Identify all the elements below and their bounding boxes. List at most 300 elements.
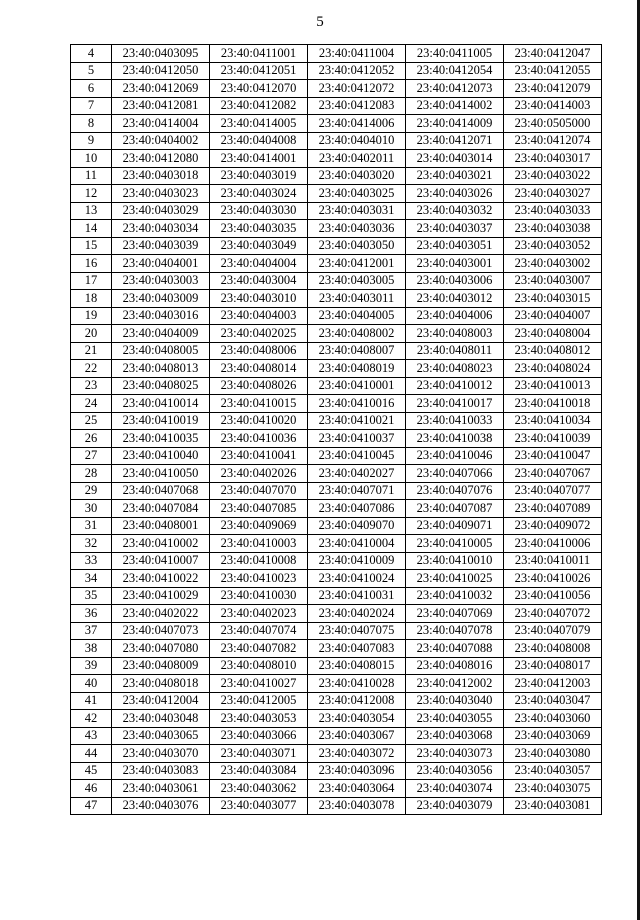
row-number: 37 bbox=[71, 622, 112, 640]
row-number: 31 bbox=[71, 517, 112, 535]
table-row bbox=[71, 45, 602, 63]
row-number: 28 bbox=[71, 465, 112, 483]
cadastral-number-cell: 23:40:0410007 bbox=[112, 552, 210, 570]
cadastral-number-cell: 23:40:0408012 bbox=[504, 342, 602, 360]
cadastral-number-cell: 23:40:0403012 bbox=[406, 290, 504, 308]
cadastral-number-cell: 23:40:0407089 bbox=[504, 500, 602, 518]
cadastral-number-cell: 23:40:0412004 bbox=[112, 692, 210, 710]
cadastral-number-cell: 23:40:0407076 bbox=[406, 482, 504, 500]
table-row bbox=[71, 272, 602, 290]
table-row bbox=[71, 115, 602, 133]
table-row bbox=[71, 587, 602, 605]
cadastral-number-cell: 23:40:0410010 bbox=[406, 552, 504, 570]
cadastral-number-cell: 23:40:0412052 bbox=[308, 62, 406, 80]
cadastral-number-cell: 23:40:0408010 bbox=[210, 657, 308, 675]
cadastral-number-cell: 23:40:0412008 bbox=[308, 692, 406, 710]
cadastral-number-cell: 23:40:0403023 bbox=[112, 185, 210, 203]
table-row bbox=[71, 797, 602, 815]
cadastral-number-cell: 23:40:0412082 bbox=[210, 97, 308, 115]
cadastral-number-cell: 23:40:0403040 bbox=[406, 692, 504, 710]
cadastral-number-cell: 23:40:0410030 bbox=[210, 587, 308, 605]
cadastral-number-cell: 23:40:0403067 bbox=[308, 727, 406, 745]
cadastral-number-cell: 23:40:0408017 bbox=[504, 657, 602, 675]
cadastral-number-cell: 23:40:0402027 bbox=[308, 465, 406, 483]
cadastral-number-cell: 23:40:0403049 bbox=[210, 237, 308, 255]
cadastral-number-cell: 23:40:0407074 bbox=[210, 622, 308, 640]
row-number: 10 bbox=[71, 150, 112, 168]
cadastral-number-cell: 23:40:0403018 bbox=[112, 167, 210, 185]
cadastral-number-cell: 23:40:0403065 bbox=[112, 727, 210, 745]
cadastral-number-cell: 23:40:0410019 bbox=[112, 412, 210, 430]
table-row bbox=[71, 360, 602, 378]
cadastral-number-cell: 23:40:0408004 bbox=[504, 325, 602, 343]
cadastral-number-cell: 23:40:0505000 bbox=[504, 115, 602, 133]
cadastral-number-cell: 23:40:0403061 bbox=[112, 780, 210, 798]
row-number: 44 bbox=[71, 745, 112, 763]
cadastral-number-cell: 23:40:0410033 bbox=[406, 412, 504, 430]
cadastral-table-container bbox=[70, 44, 599, 815]
row-number: 4 bbox=[71, 45, 112, 63]
cadastral-number-cell: 23:40:0410014 bbox=[112, 395, 210, 413]
cadastral-number-cell: 23:40:0403032 bbox=[406, 202, 504, 220]
cadastral-number-cell: 23:40:0410013 bbox=[504, 377, 602, 395]
cadastral-number-cell: 23:40:0410050 bbox=[112, 465, 210, 483]
cadastral-number-cell: 23:40:0403080 bbox=[504, 745, 602, 763]
table-row bbox=[71, 657, 602, 675]
cadastral-number-cell: 23:40:0403053 bbox=[210, 710, 308, 728]
cadastral-number-cell: 23:40:0403037 bbox=[406, 220, 504, 238]
cadastral-number-cell: 23:40:0403016 bbox=[112, 307, 210, 325]
table-row bbox=[71, 132, 602, 150]
cadastral-number-cell: 23:40:0403010 bbox=[210, 290, 308, 308]
cadastral-number-cell: 23:40:0403004 bbox=[210, 272, 308, 290]
cadastral-number-cell: 23:40:0403005 bbox=[308, 272, 406, 290]
table-row bbox=[71, 675, 602, 693]
row-number: 34 bbox=[71, 570, 112, 588]
cadastral-number-cell: 23:40:0402026 bbox=[210, 465, 308, 483]
cadastral-number-cell: 23:40:0404007 bbox=[504, 307, 602, 325]
cadastral-number-cell: 23:40:0411004 bbox=[308, 45, 406, 63]
row-number: 40 bbox=[71, 675, 112, 693]
row-number: 7 bbox=[71, 97, 112, 115]
cadastral-number-cell: 23:40:0409069 bbox=[210, 517, 308, 535]
cadastral-number-cell: 23:40:0403051 bbox=[406, 237, 504, 255]
cadastral-number-cell: 23:40:0410017 bbox=[406, 395, 504, 413]
row-number: 25 bbox=[71, 412, 112, 430]
cadastral-number-cell: 23:40:0411005 bbox=[406, 45, 504, 63]
cadastral-number-cell: 23:40:0403034 bbox=[112, 220, 210, 238]
cadastral-number-cell: 23:40:0408014 bbox=[210, 360, 308, 378]
cadastral-number-cell: 23:40:0404001 bbox=[112, 255, 210, 273]
cadastral-number-cell: 23:40:0403096 bbox=[308, 762, 406, 780]
cadastral-number-cell: 23:40:0408013 bbox=[112, 360, 210, 378]
table-row bbox=[71, 517, 602, 535]
cadastral-number-cell: 23:40:0410003 bbox=[210, 535, 308, 553]
cadastral-number-cell: 23:40:0403055 bbox=[406, 710, 504, 728]
cadastral-number-cell: 23:40:0408001 bbox=[112, 517, 210, 535]
cadastral-number-cell: 23:40:0408024 bbox=[504, 360, 602, 378]
cadastral-number-cell: 23:40:0412054 bbox=[406, 62, 504, 80]
cadastral-number-cell: 23:40:0402011 bbox=[308, 150, 406, 168]
table-row bbox=[71, 500, 602, 518]
cadastral-number-cell: 23:40:0403038 bbox=[504, 220, 602, 238]
cadastral-number-cell: 23:40:0410056 bbox=[504, 587, 602, 605]
row-number: 15 bbox=[71, 237, 112, 255]
cadastral-number-cell: 23:40:0407075 bbox=[308, 622, 406, 640]
row-number: 23 bbox=[71, 377, 112, 395]
cadastral-number-cell: 23:40:0404002 bbox=[112, 132, 210, 150]
cadastral-number-cell: 23:40:0403020 bbox=[308, 167, 406, 185]
cadastral-number-cell: 23:40:0403066 bbox=[210, 727, 308, 745]
cadastral-number-cell: 23:40:0408019 bbox=[308, 360, 406, 378]
cadastral-number-cell: 23:40:0409070 bbox=[308, 517, 406, 535]
cadastral-number-cell: 23:40:0410009 bbox=[308, 552, 406, 570]
cadastral-number-cell: 23:40:0403035 bbox=[210, 220, 308, 238]
cadastral-number-cell: 23:40:0407072 bbox=[504, 605, 602, 623]
row-number: 41 bbox=[71, 692, 112, 710]
cadastral-number-cell: 23:40:0408007 bbox=[308, 342, 406, 360]
cadastral-number-cell: 23:40:0412073 bbox=[406, 80, 504, 98]
cadastral-number-cell: 23:40:0403078 bbox=[308, 797, 406, 815]
cadastral-number-cell: 23:40:0407069 bbox=[406, 605, 504, 623]
cadastral-number-cell: 23:40:0410041 bbox=[210, 447, 308, 465]
cadastral-number-cell: 23:40:0403021 bbox=[406, 167, 504, 185]
cadastral-number-cell: 23:40:0408011 bbox=[406, 342, 504, 360]
cadastral-number-cell: 23:40:0408002 bbox=[308, 325, 406, 343]
row-number: 36 bbox=[71, 605, 112, 623]
cadastral-number-cell: 23:40:0407073 bbox=[112, 622, 210, 640]
cadastral-number-cell: 23:40:0410039 bbox=[504, 430, 602, 448]
cadastral-number-cell: 23:40:0403079 bbox=[406, 797, 504, 815]
table-row bbox=[71, 640, 602, 658]
cadastral-number-cell: 23:40:0408023 bbox=[406, 360, 504, 378]
cadastral-number-cell: 23:40:0403074 bbox=[406, 780, 504, 798]
cadastral-number-cell: 23:40:0403014 bbox=[406, 150, 504, 168]
cadastral-number-cell: 23:40:0410024 bbox=[308, 570, 406, 588]
cadastral-number-cell: 23:40:0410038 bbox=[406, 430, 504, 448]
cadastral-number-cell: 23:40:0407083 bbox=[308, 640, 406, 658]
cadastral-number-cell: 23:40:0408025 bbox=[112, 377, 210, 395]
cadastral-number-cell: 23:40:0403056 bbox=[406, 762, 504, 780]
cadastral-number-cell: 23:40:0410020 bbox=[210, 412, 308, 430]
cadastral-number-cell: 23:40:0412003 bbox=[504, 675, 602, 693]
cadastral-number-cell: 23:40:0412051 bbox=[210, 62, 308, 80]
cadastral-number-cell: 23:40:0402025 bbox=[210, 325, 308, 343]
cadastral-number-cell: 23:40:0414006 bbox=[308, 115, 406, 133]
cadastral-number-cell: 23:40:0411001 bbox=[210, 45, 308, 63]
table-row bbox=[71, 710, 602, 728]
cadastral-number-cell: 23:40:0403050 bbox=[308, 237, 406, 255]
cadastral-number-cell: 23:40:0412079 bbox=[504, 80, 602, 98]
cadastral-number-cell: 23:40:0403070 bbox=[112, 745, 210, 763]
cadastral-number-cell: 23:40:0410001 bbox=[308, 377, 406, 395]
cadastral-number-cell: 23:40:0414009 bbox=[406, 115, 504, 133]
table-row bbox=[71, 97, 602, 115]
table-row bbox=[71, 482, 602, 500]
row-number: 24 bbox=[71, 395, 112, 413]
cadastral-number-cell: 23:40:0403029 bbox=[112, 202, 210, 220]
cadastral-number-cell: 23:40:0404003 bbox=[210, 307, 308, 325]
cadastral-number-cell: 23:40:0410032 bbox=[406, 587, 504, 605]
cadastral-number-cell: 23:40:0410008 bbox=[210, 552, 308, 570]
cadastral-number-cell: 23:40:0403064 bbox=[308, 780, 406, 798]
cadastral-number-cell: 23:40:0414002 bbox=[406, 97, 504, 115]
cadastral-number-cell: 23:40:0403007 bbox=[504, 272, 602, 290]
table-body bbox=[71, 45, 602, 815]
row-number: 39 bbox=[71, 657, 112, 675]
table-row bbox=[71, 745, 602, 763]
cadastral-number-cell: 23:40:0403002 bbox=[504, 255, 602, 273]
cadastral-number-cell: 23:40:0412080 bbox=[112, 150, 210, 168]
cadastral-number-cell: 23:40:0412050 bbox=[112, 62, 210, 80]
cadastral-number-cell: 23:40:0403031 bbox=[308, 202, 406, 220]
cadastral-number-cell: 23:40:0412070 bbox=[210, 80, 308, 98]
cadastral-number-cell: 23:40:0410031 bbox=[308, 587, 406, 605]
table-row bbox=[71, 185, 602, 203]
row-number: 5 bbox=[71, 62, 112, 80]
row-number: 42 bbox=[71, 710, 112, 728]
cadastral-number-cell: 23:40:0410035 bbox=[112, 430, 210, 448]
cadastral-number-cell: 23:40:0410011 bbox=[504, 552, 602, 570]
cadastral-number-cell: 23:40:0409072 bbox=[504, 517, 602, 535]
cadastral-number-cell: 23:40:0403062 bbox=[210, 780, 308, 798]
cadastral-number-cell: 23:40:0408008 bbox=[504, 640, 602, 658]
cadastral-number-cell: 23:40:0403069 bbox=[504, 727, 602, 745]
cadastral-number-cell: 23:40:0408009 bbox=[112, 657, 210, 675]
cadastral-number-cell: 23:40:0407079 bbox=[504, 622, 602, 640]
row-number: 19 bbox=[71, 307, 112, 325]
cadastral-number-cell: 23:40:0412001 bbox=[308, 255, 406, 273]
cadastral-number-cell: 23:40:0403083 bbox=[112, 762, 210, 780]
cadastral-number-cell: 23:40:0403068 bbox=[406, 727, 504, 745]
cadastral-number-cell: 23:40:0403015 bbox=[504, 290, 602, 308]
cadastral-number-cell: 23:40:0407087 bbox=[406, 500, 504, 518]
cadastral-number-cell: 23:40:0412072 bbox=[308, 80, 406, 98]
cadastral-number-cell: 23:40:0412083 bbox=[308, 97, 406, 115]
cadastral-number-cell: 23:40:0407085 bbox=[210, 500, 308, 518]
row-number: 32 bbox=[71, 535, 112, 553]
row-number: 18 bbox=[71, 290, 112, 308]
cadastral-number-cell: 23:40:0403052 bbox=[504, 237, 602, 255]
cadastral-table bbox=[70, 44, 602, 815]
row-number: 43 bbox=[71, 727, 112, 745]
table-row bbox=[71, 307, 602, 325]
cadastral-number-cell: 23:40:0408016 bbox=[406, 657, 504, 675]
cadastral-number-cell: 23:40:0403084 bbox=[210, 762, 308, 780]
cadastral-number-cell: 23:40:0410036 bbox=[210, 430, 308, 448]
cadastral-number-cell: 23:40:0410016 bbox=[308, 395, 406, 413]
row-number: 30 bbox=[71, 500, 112, 518]
table-row bbox=[71, 605, 602, 623]
cadastral-number-cell: 23:40:0407066 bbox=[406, 465, 504, 483]
cadastral-number-cell: 23:40:0403057 bbox=[504, 762, 602, 780]
cadastral-number-cell: 23:40:0410047 bbox=[504, 447, 602, 465]
table-row bbox=[71, 762, 602, 780]
row-number: 38 bbox=[71, 640, 112, 658]
table-row bbox=[71, 395, 602, 413]
cadastral-number-cell: 23:40:0407082 bbox=[210, 640, 308, 658]
cadastral-number-cell: 23:40:0402024 bbox=[308, 605, 406, 623]
cadastral-number-cell: 23:40:0404010 bbox=[308, 132, 406, 150]
row-number: 33 bbox=[71, 552, 112, 570]
table-row bbox=[71, 377, 602, 395]
row-number: 9 bbox=[71, 132, 112, 150]
cadastral-number-cell: 23:40:0403036 bbox=[308, 220, 406, 238]
cadastral-number-cell: 23:40:0414003 bbox=[504, 97, 602, 115]
cadastral-number-cell: 23:40:0410023 bbox=[210, 570, 308, 588]
table-row bbox=[71, 412, 602, 430]
cadastral-number-cell: 23:40:0408005 bbox=[112, 342, 210, 360]
cadastral-number-cell: 23:40:0412074 bbox=[504, 132, 602, 150]
row-number: 27 bbox=[71, 447, 112, 465]
cadastral-number-cell: 23:40:0410021 bbox=[308, 412, 406, 430]
table-row bbox=[71, 780, 602, 798]
cadastral-number-cell: 23:40:0403027 bbox=[504, 185, 602, 203]
cadastral-number-cell: 23:40:0403071 bbox=[210, 745, 308, 763]
row-number: 16 bbox=[71, 255, 112, 273]
cadastral-number-cell: 23:40:0403077 bbox=[210, 797, 308, 815]
table-row bbox=[71, 62, 602, 80]
row-number: 26 bbox=[71, 430, 112, 448]
cadastral-number-cell: 23:40:0407084 bbox=[112, 500, 210, 518]
cadastral-number-cell: 23:40:0403017 bbox=[504, 150, 602, 168]
cadastral-number-cell: 23:40:0403033 bbox=[504, 202, 602, 220]
table-row bbox=[71, 290, 602, 308]
row-number: 45 bbox=[71, 762, 112, 780]
cadastral-number-cell: 23:40:0408026 bbox=[210, 377, 308, 395]
cadastral-number-cell: 23:40:0407080 bbox=[112, 640, 210, 658]
row-number: 29 bbox=[71, 482, 112, 500]
row-number: 17 bbox=[71, 272, 112, 290]
table-row bbox=[71, 465, 602, 483]
cadastral-number-cell: 23:40:0410027 bbox=[210, 675, 308, 693]
cadastral-number-cell: 23:40:0402023 bbox=[210, 605, 308, 623]
cadastral-number-cell: 23:40:0407086 bbox=[308, 500, 406, 518]
cadastral-number-cell: 23:40:0410002 bbox=[112, 535, 210, 553]
cadastral-number-cell: 23:40:0412081 bbox=[112, 97, 210, 115]
cadastral-number-cell: 23:40:0410022 bbox=[112, 570, 210, 588]
cadastral-number-cell: 23:40:0410026 bbox=[504, 570, 602, 588]
cadastral-number-cell: 23:40:0410025 bbox=[406, 570, 504, 588]
cadastral-number-cell: 23:40:0403054 bbox=[308, 710, 406, 728]
table-row bbox=[71, 570, 602, 588]
cadastral-number-cell: 23:40:0403072 bbox=[308, 745, 406, 763]
table-row bbox=[71, 342, 602, 360]
cadastral-number-cell: 23:40:0403009 bbox=[112, 290, 210, 308]
table-row bbox=[71, 430, 602, 448]
table-row bbox=[71, 692, 602, 710]
row-number: 22 bbox=[71, 360, 112, 378]
cadastral-number-cell: 23:40:0410015 bbox=[210, 395, 308, 413]
row-number: 47 bbox=[71, 797, 112, 815]
cadastral-number-cell: 23:40:0410046 bbox=[406, 447, 504, 465]
table-row bbox=[71, 237, 602, 255]
cadastral-number-cell: 23:40:0407068 bbox=[112, 482, 210, 500]
cadastral-number-cell: 23:40:0403073 bbox=[406, 745, 504, 763]
table-row bbox=[71, 447, 602, 465]
row-number: 20 bbox=[71, 325, 112, 343]
table-row bbox=[71, 325, 602, 343]
cadastral-number-cell: 23:40:0403025 bbox=[308, 185, 406, 203]
cadastral-number-cell: 23:40:0408015 bbox=[308, 657, 406, 675]
cadastral-number-cell: 23:40:0407088 bbox=[406, 640, 504, 658]
cadastral-number-cell: 23:40:0414005 bbox=[210, 115, 308, 133]
cadastral-number-cell: 23:40:0403001 bbox=[406, 255, 504, 273]
cadastral-number-cell: 23:40:0403006 bbox=[406, 272, 504, 290]
cadastral-number-cell: 23:40:0403081 bbox=[504, 797, 602, 815]
cadastral-number-cell: 23:40:0408018 bbox=[112, 675, 210, 693]
cadastral-number-cell: 23:40:0410029 bbox=[112, 587, 210, 605]
cadastral-number-cell: 23:40:0412002 bbox=[406, 675, 504, 693]
cadastral-number-cell: 23:40:0403039 bbox=[112, 237, 210, 255]
cadastral-number-cell: 23:40:0410034 bbox=[504, 412, 602, 430]
table-row bbox=[71, 552, 602, 570]
cadastral-number-cell: 23:40:0404005 bbox=[308, 307, 406, 325]
cadastral-number-cell: 23:40:0409071 bbox=[406, 517, 504, 535]
cadastral-number-cell: 23:40:0410004 bbox=[308, 535, 406, 553]
cadastral-number-cell: 23:40:0402022 bbox=[112, 605, 210, 623]
row-number: 13 bbox=[71, 202, 112, 220]
cadastral-number-cell: 23:40:0404004 bbox=[210, 255, 308, 273]
cadastral-number-cell: 23:40:0410037 bbox=[308, 430, 406, 448]
cadastral-number-cell: 23:40:0410018 bbox=[504, 395, 602, 413]
cadastral-number-cell: 23:40:0410028 bbox=[308, 675, 406, 693]
cadastral-number-cell: 23:40:0403076 bbox=[112, 797, 210, 815]
row-number: 14 bbox=[71, 220, 112, 238]
cadastral-number-cell: 23:40:0410012 bbox=[406, 377, 504, 395]
cadastral-number-cell: 23:40:0404006 bbox=[406, 307, 504, 325]
cadastral-number-cell: 23:40:0403075 bbox=[504, 780, 602, 798]
cadastral-number-cell: 23:40:0407070 bbox=[210, 482, 308, 500]
cadastral-number-cell: 23:40:0414004 bbox=[112, 115, 210, 133]
row-number: 11 bbox=[71, 167, 112, 185]
cadastral-number-cell: 23:40:0410045 bbox=[308, 447, 406, 465]
cadastral-number-cell: 23:40:0410006 bbox=[504, 535, 602, 553]
row-number: 8 bbox=[71, 115, 112, 133]
cadastral-number-cell: 23:40:0403011 bbox=[308, 290, 406, 308]
cadastral-number-cell: 23:40:0403003 bbox=[112, 272, 210, 290]
row-number: 21 bbox=[71, 342, 112, 360]
table-row bbox=[71, 202, 602, 220]
cadastral-number-cell: 23:40:0408006 bbox=[210, 342, 308, 360]
cadastral-number-cell: 23:40:0407067 bbox=[504, 465, 602, 483]
page-number: 5 bbox=[316, 14, 324, 30]
cadastral-number-cell: 23:40:0414001 bbox=[210, 150, 308, 168]
cadastral-number-cell: 23:40:0403047 bbox=[504, 692, 602, 710]
table-row bbox=[71, 255, 602, 273]
table-row bbox=[71, 220, 602, 238]
cadastral-number-cell: 23:40:0403024 bbox=[210, 185, 308, 203]
cadastral-number-cell: 23:40:0407077 bbox=[504, 482, 602, 500]
cadastral-number-cell: 23:40:0407071 bbox=[308, 482, 406, 500]
row-number: 12 bbox=[71, 185, 112, 203]
row-number: 46 bbox=[71, 780, 112, 798]
cadastral-number-cell: 23:40:0412047 bbox=[504, 45, 602, 63]
table-row bbox=[71, 535, 602, 553]
cadastral-number-cell: 23:40:0410040 bbox=[112, 447, 210, 465]
cadastral-number-cell: 23:40:0412071 bbox=[406, 132, 504, 150]
cadastral-number-cell: 23:40:0410005 bbox=[406, 535, 504, 553]
row-number: 35 bbox=[71, 587, 112, 605]
table-row bbox=[71, 622, 602, 640]
cadastral-number-cell: 23:40:0403048 bbox=[112, 710, 210, 728]
row-number: 6 bbox=[71, 80, 112, 98]
table-row bbox=[71, 167, 602, 185]
cadastral-number-cell: 23:40:0404009 bbox=[112, 325, 210, 343]
cadastral-number-cell: 23:40:0408003 bbox=[406, 325, 504, 343]
cadastral-number-cell: 23:40:0403060 bbox=[504, 710, 602, 728]
cadastral-number-cell: 23:40:0403019 bbox=[210, 167, 308, 185]
